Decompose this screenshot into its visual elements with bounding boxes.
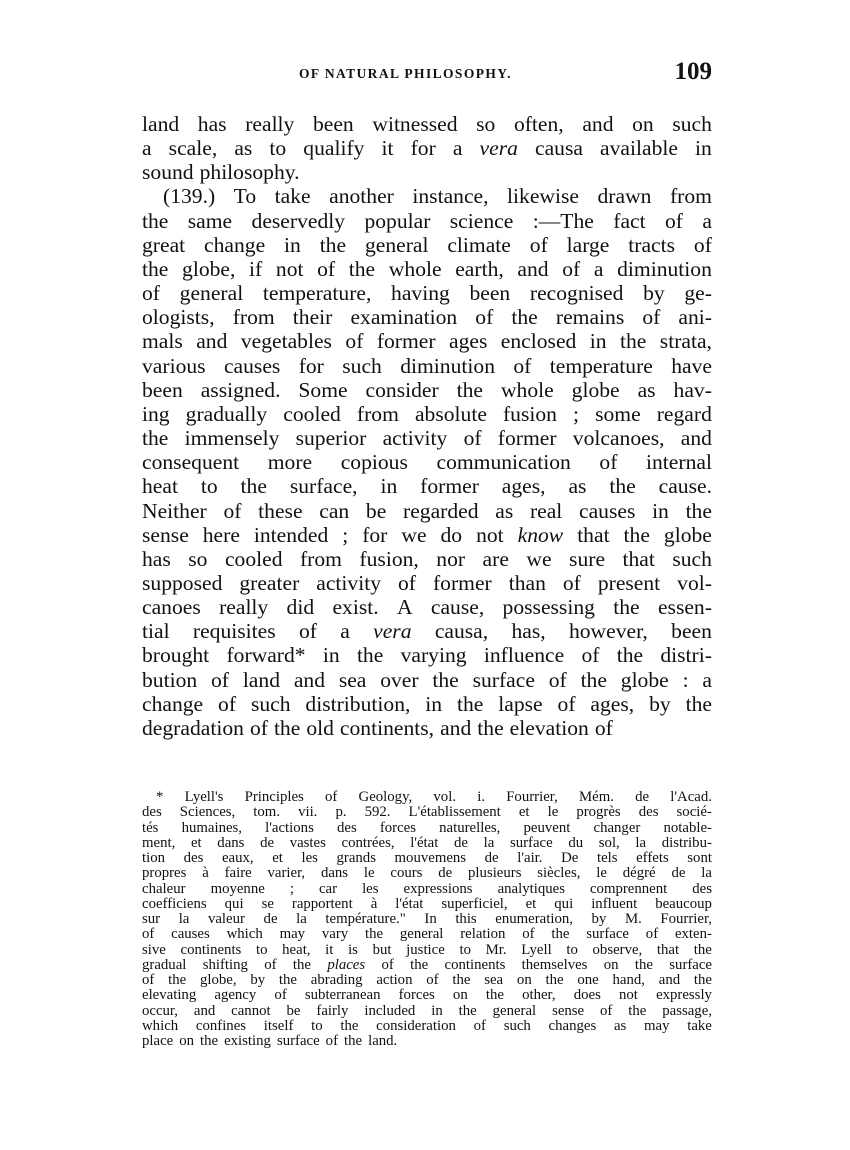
footnote-line: of the globe, by the abrading action of the sea on the one hand, and the — [142, 972, 712, 988]
footnote-line: sur la valeur de la température." In this enumeration, by M. Fourrier, — [142, 911, 712, 927]
footnote-line: coefficiens qui se rapportent à l'état superficiel, et qui influent beaucoup — [142, 895, 712, 912]
body-line: bution of land and sea over the surface of the globe : a — [142, 667, 712, 692]
footnote-line: chaleur moyenne ; car les expressions analytiques comprennent des — [142, 880, 712, 897]
footnote-line: occur, and cannot be fairly included in the general sense of the passage, — [142, 1002, 712, 1019]
body-text — [142, 112, 712, 740]
body-line: a scale, as to qualify it for a vera causa available in — [142, 136, 712, 161]
body-line: sense here intended ; for we do not know that the globe — [142, 522, 712, 547]
footnote-line: of causes which may vary the general relation of the surface of exten- — [142, 926, 712, 943]
body-line: ing gradually cooled from absolute fusion ; some regard — [142, 401, 712, 426]
body-line: mals and vegetables of former ages enclosed in the strata, — [142, 329, 712, 354]
body-line: brought forward* in the varying influence of the distri- — [142, 643, 712, 668]
body-line: Neither of these can be regarded as real causes in the — [142, 498, 712, 523]
body-line: of general temperature, having been recognised by ge- — [142, 281, 712, 306]
running-head: OF NATURAL PHILOSOPHY. — [299, 66, 512, 81]
body-line: been assigned. Some consider the whole globe as hav- — [142, 377, 712, 402]
page-header — [142, 58, 712, 92]
body-line: great change in the general climate of large tracts of — [142, 232, 712, 257]
body-line: the same deservedly popular science :—The fact of a — [142, 208, 712, 233]
body-line: canoes really did exist. A cause, possessing the essen- — [142, 595, 712, 620]
body-line: the globe, if not of the whole earth, and of a diminution — [142, 256, 712, 281]
footnote — [142, 790, 712, 1049]
body-line: various causes for such diminution of temperature have — [142, 353, 712, 378]
body-line: (139.) To take another instance, likewise drawn from — [163, 184, 712, 209]
body-line: has so cooled from fusion, nor are we sure that such — [142, 546, 712, 571]
body-line: heat to the surface, in former ages, as the cause. — [142, 474, 712, 499]
body-line: change of such distribution, in the lapse of ages, by the — [142, 691, 712, 716]
footnote-line: place on the existing surface of the land. — [142, 1033, 398, 1049]
body-line: sound philosophy. — [142, 160, 300, 185]
footnote-line: gradual shifting of the places of the continents themselves on the surface — [142, 956, 712, 973]
footnote-line: des Sciences, tom. vii. p. 592. L'établissement et le progrès des socié- — [142, 804, 712, 821]
body-line: tial requisites of a vera causa, has, however, been — [142, 619, 712, 644]
footnote-line: which confines itself to the consideration of such changes as may take — [142, 1017, 712, 1034]
footnote-line: sive continents to heat, it is but justice to Mr. Lyell to observe, that the — [142, 941, 712, 958]
body-line: ologists, from their examination of the remains of ani- — [142, 305, 712, 330]
body-line: degradation of the old continents, and the elevation of — [142, 715, 613, 740]
footnote-line: * Lyell's Principles of Geology, vol. i. Fourrier, Mém. de l'Acad. — [156, 789, 712, 805]
body-line: consequent more copious communication of internal — [142, 450, 712, 475]
footnote-line: propres à faire varier, dans le cours de plusieurs siècles, le dégré de la — [142, 865, 712, 882]
footnote-line: elevating agency of subterranean forces on the other, does not expressly — [142, 987, 712, 1004]
footnote-line: tés humaines, l'actions des forces naturelles, peuvent changer notable- — [142, 819, 712, 836]
page-number: 109 — [674, 58, 712, 85]
body-line: supposed greater activity of former than of present vol- — [142, 570, 712, 595]
footnote-line: ment, et dans de vastes contrées, l'état de la surface du sol, la distribu- — [142, 834, 712, 851]
footnote-line: tion des eaux, et les grands mouvemens de l'air. De tels effets sont — [142, 850, 712, 866]
body-line: land has really been witnessed so often, and on such — [142, 112, 712, 136]
body-line: the immensely superior activity of former volcanoes, and — [142, 426, 712, 451]
